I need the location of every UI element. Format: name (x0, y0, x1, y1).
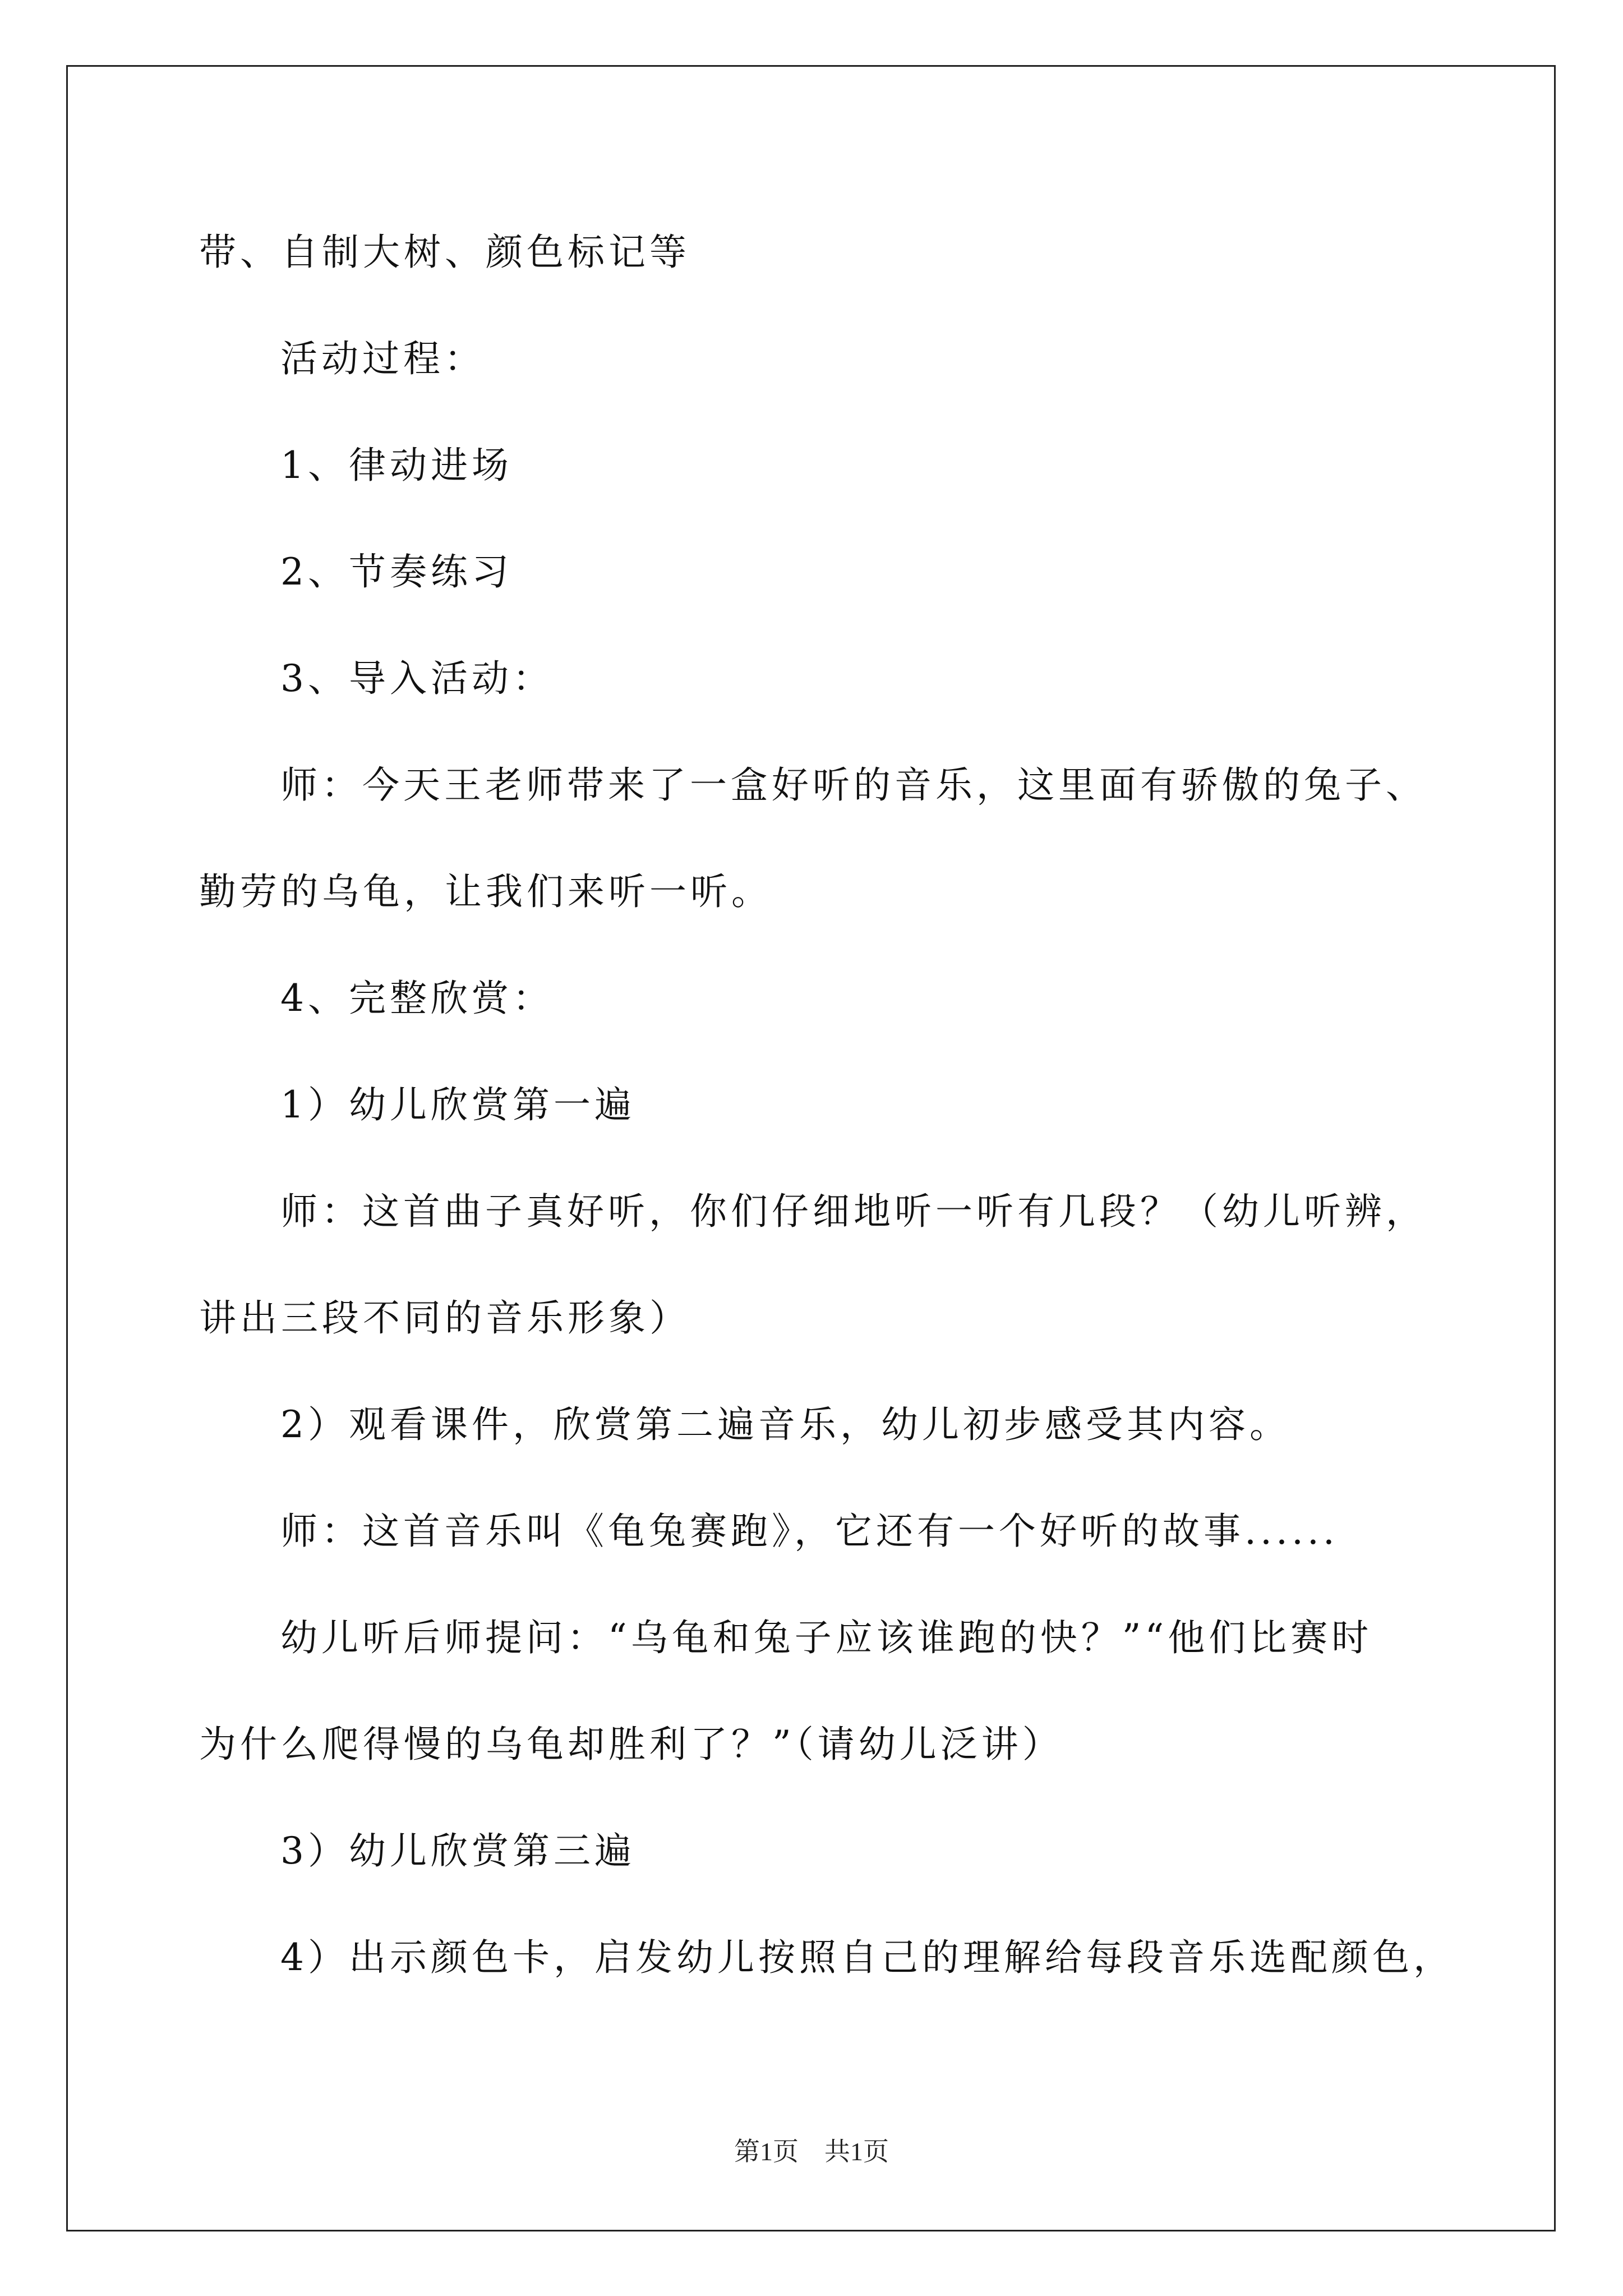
text-line-questions: 幼儿听后师提问：“乌龟和兔子应该谁跑的快？”“他们比赛时 (280, 1616, 1373, 1659)
text-line-step-3: 3、导入活动： (280, 657, 554, 700)
text-line-process-heading: 活动过程： (280, 337, 485, 380)
text-line-substep-3: 3）幼儿欣赏第三遍 (280, 1829, 635, 1872)
text-line-teacher-question-cont: 讲出三段不同的音乐形象） (199, 1296, 690, 1340)
text-line-materials: 带、自制大树、颜色标记等 (199, 231, 690, 274)
page-border (66, 65, 1556, 2231)
text-line-step-4: 4、完整欣赏： (280, 977, 554, 1020)
text-line-teacher-intro: 师：今天王老师带来了一盒好听的音乐，这里面有骄傲的兔子、 (280, 763, 1427, 807)
text-line-questions-cont: 为什么爬得慢的乌龟却胜利了？”（请幼儿泛讲） (199, 1723, 1063, 1766)
text-line-substep-1: 1）幼儿欣赏第一遍 (280, 1083, 635, 1126)
text-line-step-1: 1、律动进场 (280, 444, 513, 487)
text-line-teacher-intro-cont: 勤劳的乌龟，让我们来听一听。 (199, 870, 772, 913)
text-line-substep-4: 4）出示颜色卡，启发幼儿按照自己的理解给每段音乐选配颜色， (280, 1936, 1454, 1979)
page-number-current: 第1页 (734, 2137, 799, 2166)
text-line-teacher-question: 师：这首曲子真好听，你们仔细地听一听有几段？（幼儿听辨， (280, 1190, 1427, 1233)
text-line-teacher-story: 师：这首音乐叫《龟兔赛跑》，它还有一个好听的故事...... (280, 1510, 1339, 1553)
page-number-total: 共1页 (824, 2137, 889, 2166)
text-line-step-2: 2、节奏练习 (280, 550, 513, 593)
page-footer (0, 2136, 1623, 2168)
text-line-substep-2: 2）观看课件，欣赏第二遍音乐，幼儿初步感受其内容。 (280, 1403, 1290, 1446)
